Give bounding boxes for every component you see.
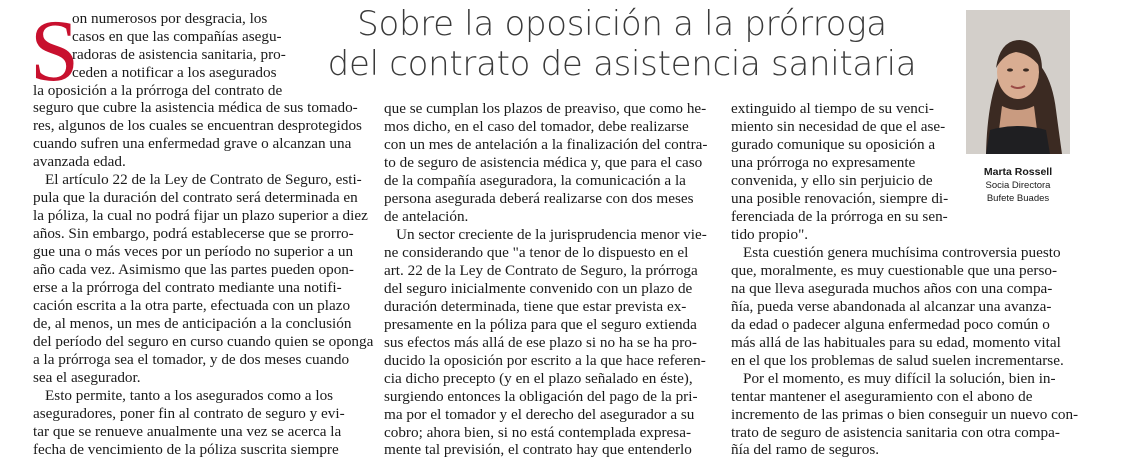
author-role: Socia Directora bbox=[985, 180, 1051, 191]
text-line: tar que se renueve anualmente una vez se acerca la bbox=[33, 423, 342, 440]
text-line: persona asegurada deberá realizarse con dos meses bbox=[384, 190, 694, 207]
text-line: ñía, pueda verse abandonada al alcanzar una avanza- bbox=[731, 298, 1052, 315]
text-line: fecha de vencimiento de la póliza suscrita siempre bbox=[33, 441, 339, 458]
text-line: Esta cuestión genera muchísima controversia puesto bbox=[743, 244, 1061, 261]
text-line: del seguro inicialmente convenido con un plazo de bbox=[384, 280, 693, 297]
text-line: Un sector creciente de la jurisprudencia menor vie- bbox=[396, 226, 707, 243]
text-line: tentar mantener el aseguramiento con el abono de bbox=[731, 388, 1033, 405]
text-line: miento sin necesidad de que el ase- bbox=[731, 118, 946, 135]
text-line: año cada vez. Asimismo que las partes pueden opon- bbox=[33, 261, 354, 278]
text-line: convenida, y ello sin perjuicio de bbox=[731, 172, 933, 189]
drop-cap: S bbox=[30, 3, 79, 100]
text-line: surgiendo entonces la obligación del pago de la pri- bbox=[384, 388, 698, 405]
text-line: aseguradores, poner fin al contrato de seguro y evi- bbox=[33, 405, 345, 422]
text-line: que, moralmente, es muy cuestionable que una perso- bbox=[731, 262, 1058, 279]
text-line: seguro que cubre la asistencia médica de sus tomado- bbox=[33, 99, 358, 116]
text-line: sea el asegurador. bbox=[33, 369, 141, 386]
text-line: a la prórroga sea el tomador, y de dos meses cuando bbox=[33, 351, 350, 368]
text-line: da edad o padecer alguna enfermedad poco común o bbox=[731, 316, 1050, 333]
text-line: El artículo 22 de la Ley de Contrato de Seguro, esti- bbox=[45, 171, 362, 188]
text-line: art. 22 de la Ley de Contrato de Seguro, la prórroga bbox=[384, 262, 698, 279]
text-line: incremento de las primas o bien conseguir un nuevo con- bbox=[731, 406, 1079, 423]
author-firm: Bufete Buades bbox=[986, 193, 1050, 204]
text-line: más allá de las habituales para su edad, momento vital bbox=[731, 334, 1061, 351]
text-line: con un mes de antelación a la finalización del contra- bbox=[384, 136, 708, 153]
text-line: to de seguro de asistencia médica y, que para el caso bbox=[384, 154, 703, 171]
text-line: trato de seguro de asistencia sanitaria con otra compa- bbox=[731, 424, 1060, 441]
text-line: mos dicho, en el caso del tomador, debe realizarse bbox=[384, 118, 689, 135]
text-line: años. Sin embargo, podrá establecerse que se prorro- bbox=[33, 225, 354, 242]
text-line: de la compañía aseguradora, la comunicación a la bbox=[384, 172, 686, 189]
text-line: gue una o más veces por un período no superior a un bbox=[33, 243, 354, 260]
article-title-line-2: del contrato de asistencia sanitaria bbox=[327, 44, 917, 84]
text-line: una prórroga no expresamente bbox=[731, 154, 916, 171]
text-line: presamente en la póliza para que el seguro extienda bbox=[384, 316, 697, 333]
text-line: ma por el tomador y el derecho del asegurador a su bbox=[384, 406, 695, 423]
text-line: de antelación. bbox=[384, 208, 469, 225]
text-line: ceden a notificar a los asegurados bbox=[72, 64, 277, 81]
text-line: gurado comunique su oposición a bbox=[731, 136, 936, 153]
text-line: cobro; ahora bien, si no está contemplada expresa- bbox=[384, 424, 692, 441]
text-line: ducido la oposición por escrito a la que hace referen- bbox=[384, 352, 706, 369]
text-line: ñía del ramo de seguros. bbox=[731, 441, 880, 458]
text-line: pula que la duración del contrato será determinada en bbox=[33, 189, 358, 206]
text-line: casos en que las compañías asegu- bbox=[72, 28, 282, 45]
text-line: ne considerando que "a tenor de lo dispuesto en el bbox=[384, 244, 689, 261]
text-line: sus efectos más allá de ese plazo si no ha se ha pro- bbox=[384, 334, 697, 351]
author-name: Marta Rossell bbox=[983, 166, 1053, 178]
text-line: del período del seguro en curso cuando quien se oponga bbox=[33, 333, 374, 350]
text-line: una posible renovación, siempre di- bbox=[731, 190, 949, 207]
text-line: res, algunos de los cuales se encuentran desprotegidos bbox=[33, 117, 362, 134]
article-title-line-1: Sobre la oposición a la prórroga bbox=[357, 4, 887, 44]
text-line: radoras de asistencia sanitaria, pro- bbox=[72, 46, 286, 63]
text-line: mente tal previsión, el contrato hay que entenderlo bbox=[384, 441, 692, 458]
text-line: erse a la prórroga del contrato mediante una notifi- bbox=[33, 279, 342, 296]
text-line: la oposición a la prórroga del contrato de bbox=[33, 82, 283, 99]
text-line: cuando sufren una enfermedad grave o alcanzan una bbox=[33, 135, 352, 152]
text-line: duración determinada, tiene que estar prevista ex- bbox=[384, 298, 687, 315]
text-line: la póliza, la cual no podrá fijar un plazo superior a diez bbox=[33, 207, 368, 224]
text-line: que se cumplan los plazos de preaviso, que como he- bbox=[384, 100, 707, 117]
text-line: Esto permite, tanto a los asegurados como a los bbox=[45, 387, 334, 404]
text-line: on numerosos por desgracia, los bbox=[72, 10, 268, 27]
text-line: avanzada edad. bbox=[33, 153, 126, 170]
text-line: cación escrita a la otra parte, efectuada con un plazo bbox=[33, 297, 351, 314]
author-portrait bbox=[966, 10, 1070, 154]
text-line: na que lleva asegurada muchos años con una compa- bbox=[731, 280, 1053, 297]
text-line: cia dicho precepto (y en el plazo señalado en éste), bbox=[384, 370, 693, 387]
text-line: Por el momento, es muy difícil la solución, bien in- bbox=[743, 370, 1056, 387]
text-line: en el que los problemas de salud suelen incrementarse. bbox=[731, 352, 1064, 369]
text-line: ferenciada de la prórroga en su sen- bbox=[731, 208, 948, 225]
text-line: de, al menos, un mes de anticipación a la conclusión bbox=[33, 315, 352, 332]
text-line: extinguido al tiempo de su venci- bbox=[731, 100, 934, 117]
text-line: tido propio". bbox=[731, 226, 809, 243]
author-photo bbox=[966, 10, 1070, 154]
